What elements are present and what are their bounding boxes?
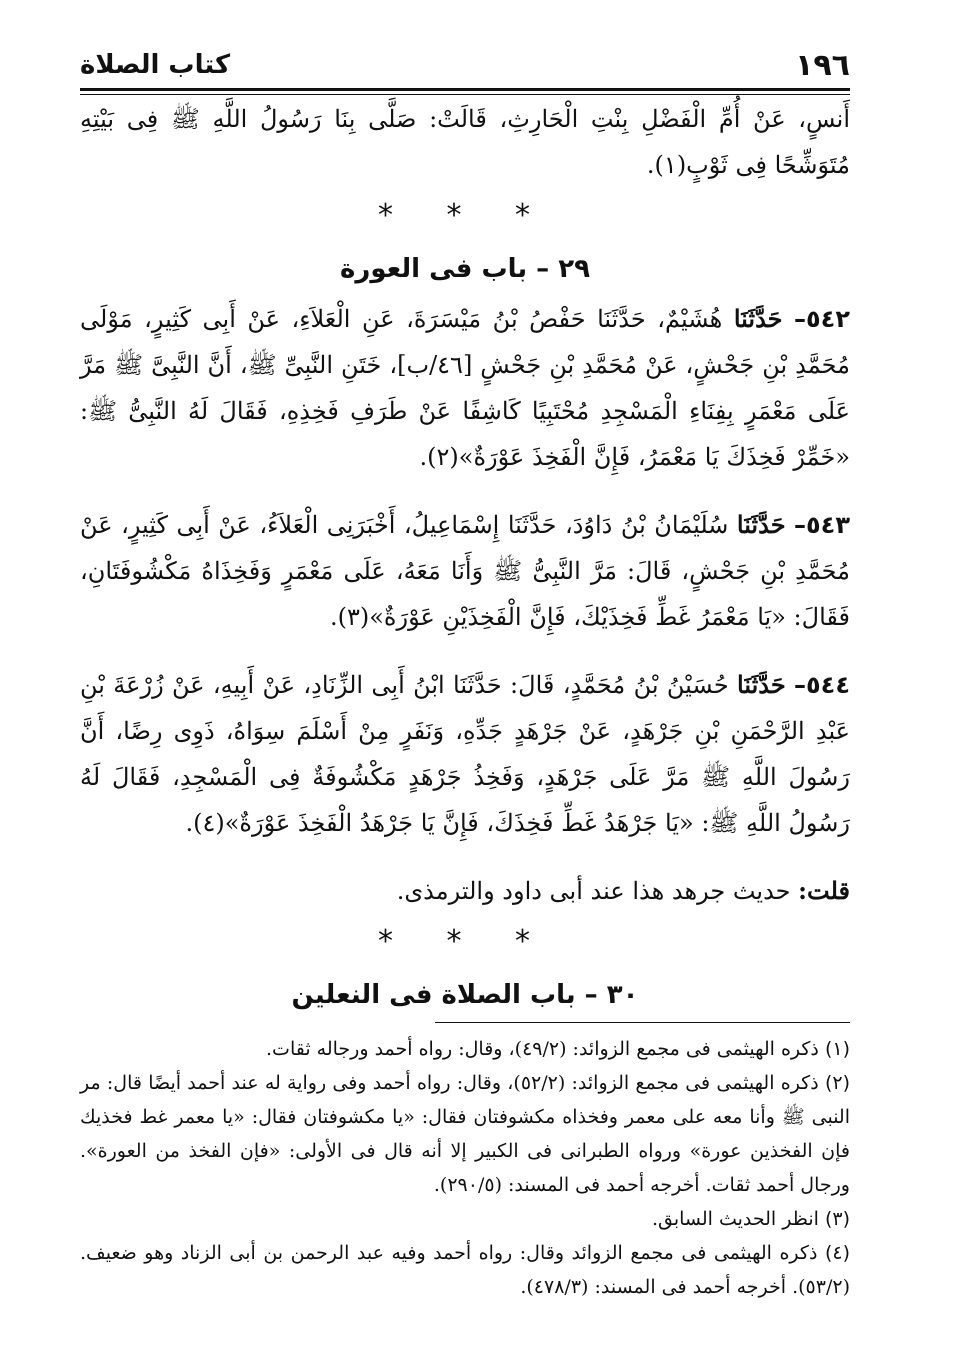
hadith-542: [80, 296, 850, 480]
header-rule-thin: [80, 94, 850, 95]
hadith-lead-word: حَدَّثَنَا: [736, 510, 786, 539]
footnote-text: ذكره الهيثمى فى مجمع الزوائد: (٤٩/٢)، وقال: رواه أحمد ورجاله ثقات.: [266, 1038, 819, 1060]
page-number: ١٩٦: [795, 48, 850, 83]
hadith-lead-word: حَدَّثَنَا: [733, 304, 783, 333]
header-rule-thick: [80, 88, 850, 91]
hadith-543: [80, 502, 850, 640]
footnote-4: [80, 1236, 850, 1304]
hadith-number: ٥٤٣–: [794, 511, 850, 539]
hadith-text: حُسَيْنُ بْنُ مُحَمَّدٍ، قَالَ: حَدَّثَنَا ابْنُ أَبِى الزِّنَادِ، عَنْ أَبِيهِ، عَنْ زُرْعَةَ بْنِ عَبْدِ الرَّحْمَنِ بْنِ جَرْهَدٍ، عَنْ جَرْهَدٍ جَدِّهِ، وَنَفَرٍ مِنْ أَسْلَمَ سِوَاهُ، ذَوِى رِضًا، أَنَّ رَسُولَ اللَّهِ ﷺ مَرَّ عَلَى جَرْهَدٍ، وَفَخِذُ جَرْهَدٍ مَكْشُوفَةٌ فِى الْمَسْجِدِ، فَقَالَ لَهُ رَسُولُ اللَّهِ ﷺ: «يَا جَرْهَدُ غَطِّ فَخِذَكَ، فَإِنَّ يَا جَرْهَدُ الْفَخِذَ عَوْرَةٌ»(٤).: [80, 671, 851, 837]
section-separator: * * *: [377, 198, 553, 233]
chapter-heading-29: ٢٩ – باب فى العورة: [340, 254, 590, 284]
hadith-number: ٥٤٤–: [794, 671, 850, 699]
hadith-text: سُلَيْمَانُ بْنُ دَاوُدَ، حَدَّثَنَا إِسْمَاعِيلُ، أَخْبَرَنِى الْعَلاَءُ، عَنْ أَبِى كَثِيرٍ، عَنْ مُحَمَّدِ بْنِ جَحْشٍ، قَالَ: مَرَّ النَّبِىُّ ﷺ وَأَنَا مَعَهُ، عَلَى مَعْمَرٍ وَفَخِذَاهُ مَكْشُوفَتَانِ، فَقَالَ: «يَا مَعْمَرُ غَطِّ فَخِذَيْكَ، فَإِنَّ الْفَخِذَيْنِ عَوْرَةٌ»(٣).: [80, 511, 850, 631]
hadith-544: [80, 662, 850, 846]
comment-text: حديث جرهد هذا عند أبى داود والترمذى.: [396, 877, 791, 905]
footnote-2: [80, 1066, 850, 1202]
footnote-number: (٣): [824, 1208, 850, 1230]
footnote-text: ذكره الهيثمى فى مجمع الزوائد: (٥٢/٢)، وقال: رواه أحمد وفى رواية له عند أحمد أيضًا قال: مر النبى ﷺ وأنا معه على معمر وفخذاه مكشوفتان فقال: «يا مكشوفتان فقال: «يا معمر غط فخذيك فإن الفخذين عورة» ورواه الطبرانى فى الكبير إلا أنه قال فى الأولى: «فإن الفخذ من العورة». ورجال أحمد ثقات. أخرجه أحمد فى المسند: (٢٩٠/٥).: [80, 1072, 850, 1196]
comment-label: قلت:: [798, 876, 850, 905]
footnotes: [80, 1032, 850, 1304]
hadith-lead-word: حَدَّثَنَا: [737, 670, 786, 699]
footnote-separator: [435, 1022, 850, 1023]
running-title: كتاب الصلاة: [80, 50, 231, 80]
chapter-heading-30: ٣٠ – باب الصلاة فى النعلين: [291, 980, 639, 1010]
footnote-text: انظر الحديث السابق.: [651, 1208, 819, 1230]
hadith-number: ٥٤٢–: [794, 305, 850, 333]
hadith-text: هُشَيْمٌ، حَدَّثَنَا حَفْصُ بْنُ مَيْسَرَةَ، عَنِ الْعَلاَءِ، عَنْ أَبِى كَثِيرٍ، مَوْلَى مُحَمَّدِ بْنِ جَحْشٍ، عَنْ مُحَمَّدِ بْنِ جَحْشٍ [٤٦/ب]، خَتَنِ النَّبِىِّ ﷺ، أَنَّ النَّبِىَّ ﷺ مَرَّ عَلَى مَعْمَرٍ بِفِنَاءِ الْمَسْجِدِ مُحْتَبِيًا كَاشِفًا عَنْ طَرَفِ فَخِذِهِ، فَقَالَ لَهُ النَّبِىُّ ﷺ: «خَمِّرْ فَخِذَكَ يَا مَعْمَرُ، فَإِنَّ الْفَخِذَ عَوْرَةٌ»(٢).: [80, 305, 850, 471]
footnote-number: (١): [824, 1038, 850, 1060]
author-comment: [80, 868, 850, 914]
opening-paragraph: أَنسٍ، عَنْ أُمِّ الْفَضْلِ بِنْتِ الْحَارِثِ، قَالَتْ: صَلَّى بِنَا رَسُولُ اللَّهِ ﷺ فِى بَيْتِهِ مُتَوَشِّحًا فِى ثَوْبٍ(١).: [80, 105, 851, 179]
footnote-3: [80, 1202, 850, 1236]
footnote-number: (٢): [824, 1072, 850, 1094]
main-text: [80, 96, 850, 1022]
section-separator: * * *: [377, 924, 553, 959]
page-header: [80, 48, 850, 88]
footnote-text: ذكره الهيثمى فى مجمع الزوائد وقال: رواه أحمد وفيه عبد الرحمن بن أبى الزناد وهو ضعيف. (٥٣/٢). أخرجه أحمد فى المسند: (٤٧٨/٣).: [80, 1242, 850, 1298]
footnote-1: [80, 1032, 850, 1066]
footnote-number: (٤): [824, 1242, 850, 1264]
